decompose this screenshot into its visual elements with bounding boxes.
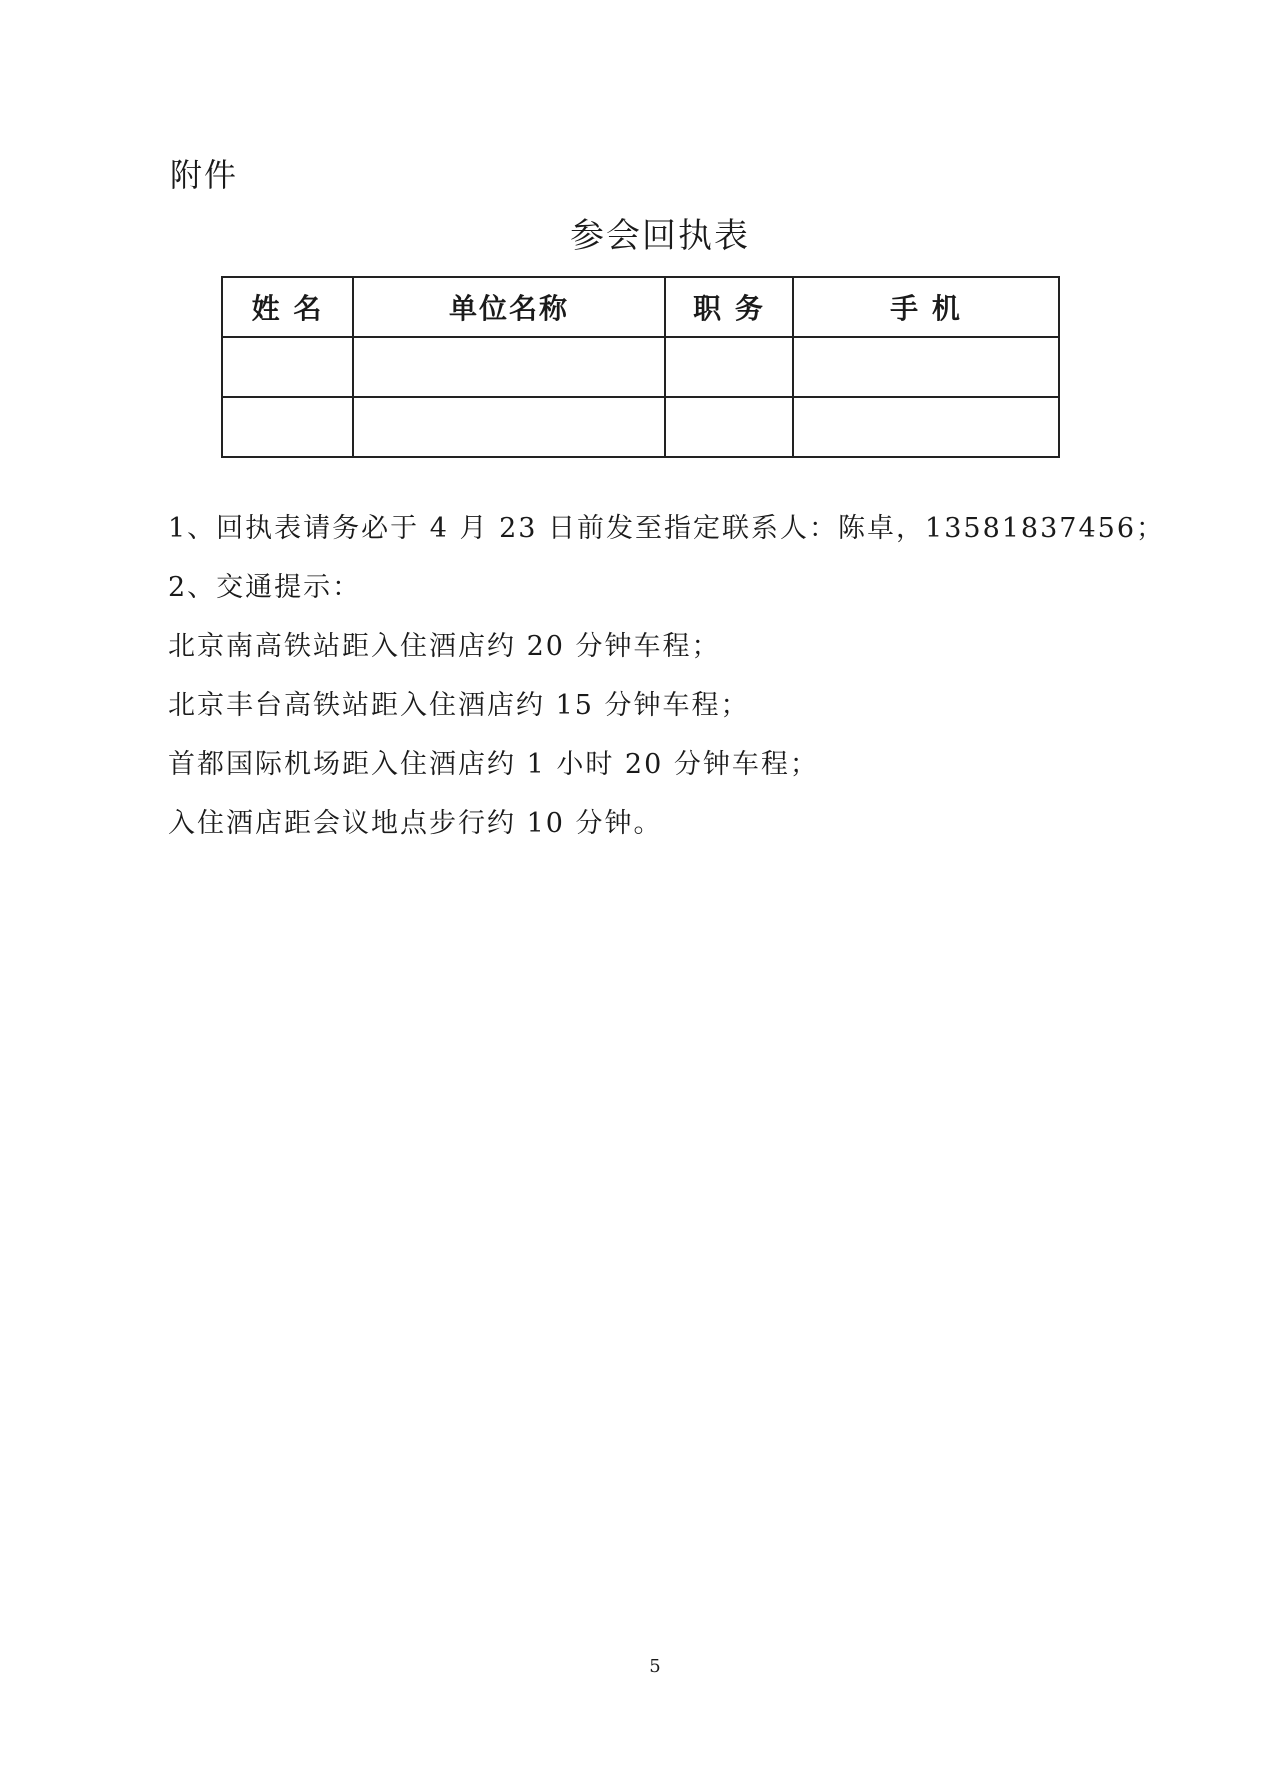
column-header-mobile: 手 机 bbox=[793, 277, 1059, 337]
table-cell bbox=[665, 337, 793, 397]
table-cell bbox=[793, 397, 1059, 457]
table-cell bbox=[793, 337, 1059, 397]
table-cell bbox=[222, 397, 353, 457]
notes-section bbox=[168, 506, 1268, 860]
table-header-row bbox=[222, 277, 1059, 337]
table-cell bbox=[353, 337, 665, 397]
note-reply-deadline: 1、回执表请务必于 4 月 23 日前发至指定联系人：陈卓，13581837456； bbox=[168, 513, 1166, 544]
note-capital-airport: 首都国际机场距入住酒店约 1 小时 20 分钟车程； bbox=[168, 749, 819, 780]
attachment-label: 附件 bbox=[170, 156, 239, 194]
reply-table bbox=[221, 276, 1060, 458]
form-title: 参会回执表 bbox=[570, 216, 750, 256]
note-beijing-south: 北京南高铁站距入住酒店约 20 分钟车程； bbox=[168, 631, 721, 662]
column-header-position: 职 务 bbox=[665, 277, 793, 337]
table-row bbox=[222, 337, 1059, 397]
table-cell bbox=[665, 397, 793, 457]
table-cell bbox=[222, 337, 353, 397]
page-number: 5 bbox=[649, 1656, 661, 1677]
note-transport-heading: 2、交通提示： bbox=[168, 572, 362, 603]
table-row bbox=[222, 397, 1059, 457]
note-beijing-fengtai: 北京丰台高铁站距入住酒店约 15 分钟车程； bbox=[168, 690, 750, 721]
column-header-organization: 单位名称 bbox=[353, 277, 665, 337]
note-hotel-to-venue: 入住酒店距会议地点步行约 10 分钟。 bbox=[168, 808, 663, 839]
column-header-name: 姓 名 bbox=[222, 277, 353, 337]
table-cell bbox=[353, 397, 665, 457]
